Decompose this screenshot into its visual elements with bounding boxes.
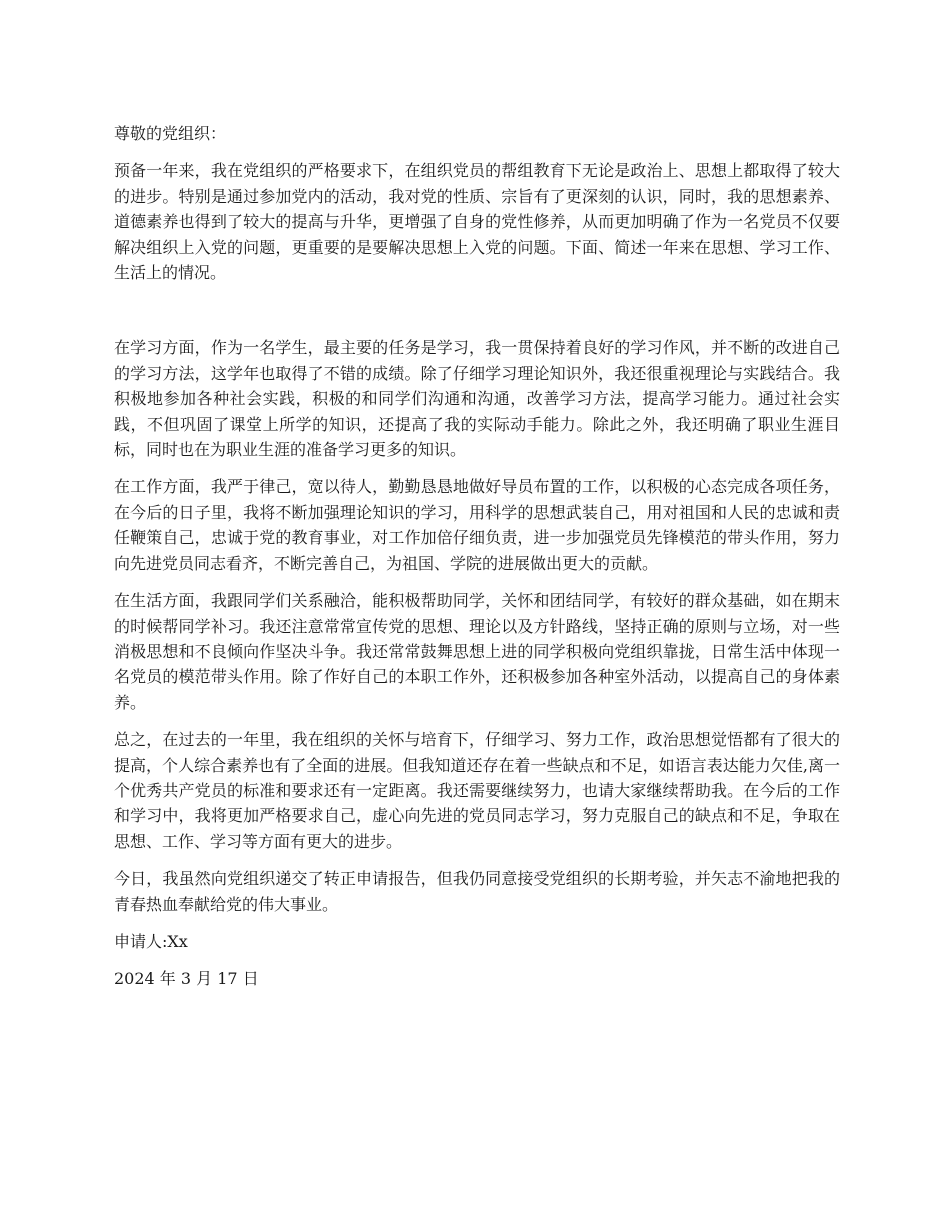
paragraph-study: 在学习方面，作为一名学生，最主要的任务是学习，我一贯保持着良好的学习作风，并不断的改进自己的学习方法，这学年也取得了不错的成绩。除了仔细学习理论知识外，我还很重视理论与实践结合。我积极地参加各种社会实践，积极的和同学们沟通和沟通，改善学习方法，提高学习能力。通过社会实践，不但巩固了课堂上所学的知识，还提高了我的实际动手能力。除此之外，我还明确了职业生涯目标，同时也在为职业生涯的准备学习更多的知识。 — [114, 338, 840, 460]
signature: 申请人:Xx — [114, 931, 188, 951]
letter-body — [114, 121, 840, 1004]
paragraph-life: 在生活方面，我跟同学们关系融洽，能积极帮助同学，关怀和团结同学，有较好的群众基础，如在期末的时候帮同学补习。我还注意常常宣传党的思想、理论以及方针路线，坚持正确的原则与立场，对一些消极思想和不良倾向作坚决斗争。我还常常鼓舞思想上进的同学积极向党组织靠拢，日常生活中体现一名党员的模范带头作用。除了作好自己的本职工作外，还积极参加各种室外活动，以提高自己的身体素养。 — [114, 591, 840, 712]
paragraph-work: 在工作方面，我严于律己，宽以待人，勤勤恳恳地做好导员布置的工作，以积极的心态完成各项任务，在今后的日子里，我将不断加强理论知识的学习，用科学的思想武装自己，用对祖国和人民的忠诚和责任鞭策自己，忠诚于党的教育事业，对工作加倍仔细负责，进一步加强党员先锋模范的带头作用，努力向先进党员同志看齐，不断完善自己，为祖国、学院的进展做出更大的贡献。 — [114, 477, 840, 573]
paragraph-intro: 预备一年来，我在党组织的严格要求下，在组织党员的帮组教育下无论是政治上、思想上都取得了较大的进步。特别是通过参加党内的活动，我对党的性质、宗旨有了更深刻的认识，同时，我的思想素养、道德素养也得到了较大的提高与升华，更增强了自身的党性修养，从而更加明确了作为一名党员不仅要解决组织上入党的问题，更重要的是要解决思想上入党的问题。下面、简述一年来在思想、学习工作、生活上的情况。 — [114, 161, 840, 283]
paragraph-closing: 今日，我虽然向党组织递交了转正申请报告，但我仍同意接受党组织的长期考验，并矢志不渝地把我的青春热血奉献给党的伟大事业。 — [114, 869, 840, 914]
date: 2024 年 3 月 17 日 — [114, 969, 259, 989]
paragraph-summary: 总之，在过去的一年里，我在组织的关怀与培育下，仔细学习、努力工作，政治思想觉悟都有了很大的提高，个人综合素养也有了全面的进展。但我知道还存在着一些缺点和不足，如语言表达能力欠佳,离一个优秀共产党员的标准和要求还有一定距离。我还需要继续努力，也请大家继续帮助我。在今后的工作和学习中，我将更加严格要求自己，虚心向先进的党员同志学习，努力克服自己的缺点和不足，争取在思想、工作、学习等方面有更大的进步。 — [114, 730, 840, 851]
salutation: 尊敬的党组织： — [114, 124, 227, 143]
